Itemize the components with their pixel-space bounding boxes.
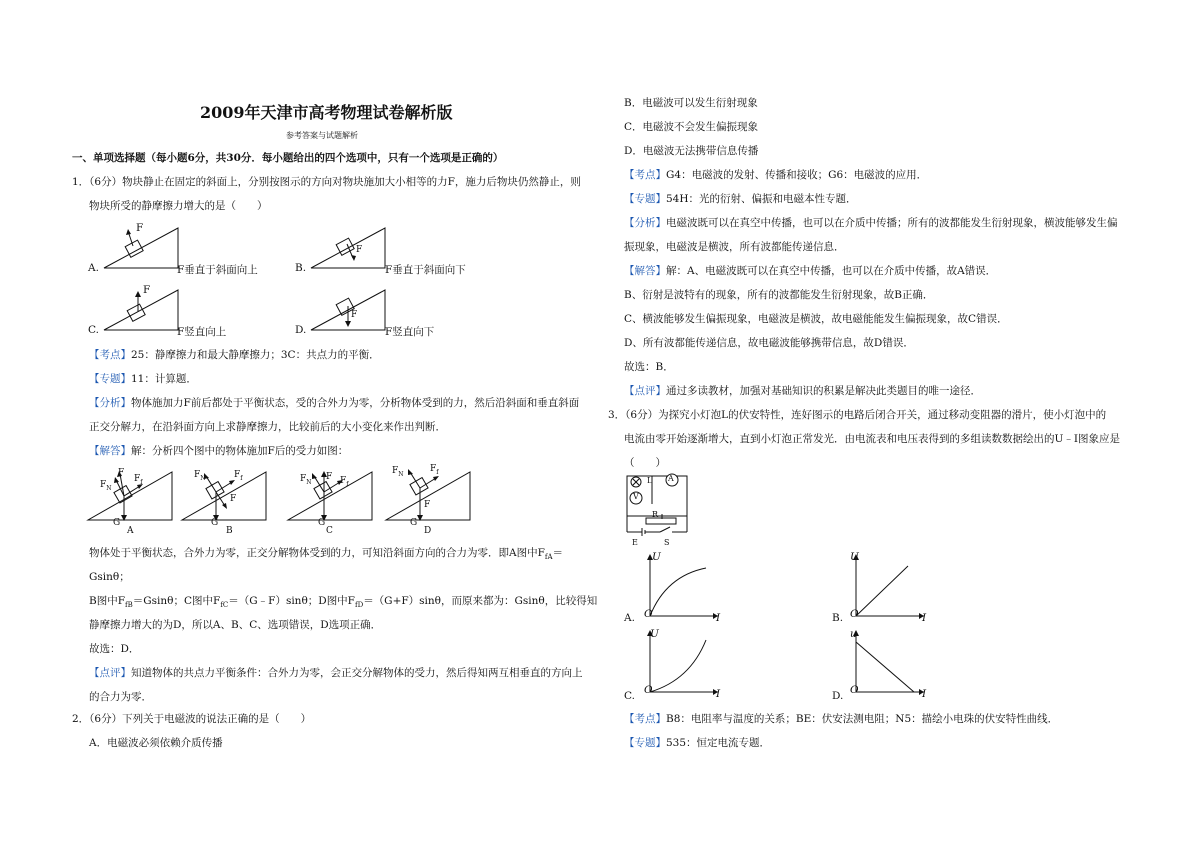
q1-dianping-line1: 【点评】知道物体的共点力平衡条件：合外力为零，会正交分解物体的受力，然后得知两互相垂直的方向上 [89, 667, 583, 679]
graph-c-axis-i: I [716, 688, 721, 700]
graph-b-origin: O [850, 608, 859, 620]
q1-option-a-text: F垂直于斜面向上 [177, 264, 258, 276]
fn-label-a: $F_N$ [100, 480, 112, 492]
q2-zhuanti: 【专题】54H：光的衍射、偏振和电磁本性专题． [624, 193, 857, 205]
circuit-label-a: A [668, 474, 674, 483]
q3-stem-line1: 3．（6分）为探究小灯泡L的伏安特性，连好图示的电路后闭合开关，通过移动变阻器的滑片，使小灯泡中的 [608, 409, 1107, 421]
f-label-b: F [230, 494, 237, 504]
circuit-label-e: E [632, 538, 638, 547]
diagram-label-d: D [424, 526, 432, 536]
q3-kaodian: 【考点】B8：电阻率与温度的关系；BE：伏安法测电阻；N5：描绘小电珠的伏安特性曲线． [624, 713, 1059, 725]
q1-kaodian [89, 348, 380, 362]
f-label-d: F [424, 500, 431, 510]
page-title: 2009年天津市高考物理试卷解析版 [200, 103, 453, 122]
q1-answer-line3: B图中$F_{fB}=Gsin\theta$；C图中$F_{fC}=(G﹣F)\sin\theta$；D图中$F_{fD}=(G+F)\sin\theta$，而原来都为：Gsinθ，比较得知 [89, 595, 598, 610]
q1-answer-line1: 物体处于平衡状态，合外力为零，正交分解物体受到的力，可知沿斜面方向的合力为零．即A图中$F_{fA}=$ [89, 547, 564, 562]
q2-jieda-line4: D、所有波都能传递信息，故电磁波能够携带信息，故D错误． [624, 337, 914, 349]
graph-d-origin: O [850, 684, 859, 696]
q2-jieda-line3: C、横波能够发生偏振现象，电磁波是横波，故电磁能能发生偏振现象，故C错误． [624, 313, 1008, 325]
graph-b-axis-u: U [850, 551, 859, 563]
q3-zhuanti: 【专题】535：恒定电流专题． [624, 737, 771, 749]
q2-kaodian: 【考点】G4：电磁波的发射、传播和接收；G6：电磁波的应用． [624, 169, 928, 181]
q2-option-c: C．电磁波不会发生偏振现象 [624, 121, 759, 133]
q1-jieda-text: 解：分析四个图中的物体施加F后的受力如图： [131, 445, 349, 457]
section-heading: 一、单项选择题（每小题6分，共30分．每小题给出的四个选项中，只有一个选项是正确的） [72, 152, 504, 164]
q1-option-a-label: A. [88, 262, 99, 274]
q2-option-a: A．电磁波必须依赖介质传播 [89, 737, 223, 749]
graph-d-axis-u: u [850, 628, 857, 640]
q2-answer-choice: 故选：B． [624, 361, 674, 373]
q1-fenxi-line1 [89, 396, 579, 410]
q1-answer-line2: Gsinθ； [89, 571, 130, 583]
q2-option-d: D．电磁波无法携带信息传播 [624, 145, 759, 157]
q1-answer-choice: 故选：D． [89, 643, 140, 655]
graph-a-axis-u: U [652, 551, 661, 563]
q1-option-d-text: F竖直向下 [385, 326, 435, 338]
force-diagram-a [88, 471, 172, 521]
q1-zhuanti-tag: 【专题】 [89, 373, 131, 385]
diagram-label-a: A [127, 526, 134, 536]
q1-option-b-text: F垂直于斜面向下 [385, 264, 466, 276]
graph-c-origin: O [644, 684, 653, 696]
f-label-a: F [118, 468, 125, 478]
q2-stem: 2．（6分）下列关于电磁波的说法正确的是（ ） [72, 713, 312, 725]
circuit-label-v: V [633, 492, 639, 501]
graph-b-axis-i: I [922, 612, 927, 624]
circuit-label-l: L [647, 476, 653, 485]
circuit-label-r: R [652, 510, 659, 519]
ff-label-c: $F_f$ [340, 476, 349, 488]
fn-label-d: $F_N$ [392, 466, 404, 478]
q2-fenxi-line2: 振现象，电磁波是横波，所有波都能传递信息． [624, 241, 845, 253]
g-label-d: G [410, 518, 418, 528]
q2-jieda-line2: B、衍射是波特有的现象，所有的波都能发生衍射现象，故B正确． [624, 289, 934, 301]
q1-dianping-tag: 【点评】 [89, 667, 131, 679]
q1-option-c-text: F竖直向上 [177, 326, 227, 338]
q1-fenxi-line2: 正交分解力，在沿斜面方向上求静摩擦力，比较前后的大小变化来作出判断． [89, 421, 446, 433]
q1-kaodian-text: 25：静摩擦力和最大静摩擦力；3C：共点力的平衡． [131, 349, 380, 361]
q1-jieda-line1 [89, 444, 348, 458]
q1-dianping-line2: 的合力为零． [89, 691, 152, 703]
q1-option-d-label: D. [295, 324, 307, 336]
diagram-label-b: B [226, 526, 233, 536]
q1-stem-line2: 物块所受的静摩擦力增大的是（ ） [89, 200, 268, 212]
q1-b-force-label: F [356, 245, 363, 255]
ff-label-b: $F_f$ [234, 470, 243, 482]
q1-stem-line1: 1．（6分）物块静止在固定的斜面上，分别按图示的方向对物块施加大小相等的力F，施力后物块仍然静止，则 [72, 176, 581, 188]
q2-option-b: B．电磁波可以发生衍射现象 [624, 97, 758, 109]
q1-figure-b [307, 222, 389, 272]
q1-zhuanti [89, 372, 197, 386]
q2-jieda-line1: 【解答】解：A、电磁波既可以在真空中传播，也可以在介质中传播，故A错误． [624, 265, 997, 277]
graph-d-axis-i: I [922, 688, 927, 700]
q1-d-force-label: F [351, 310, 358, 320]
circuit-label-s: S [664, 538, 670, 547]
ff-label-a: $F_f$ [134, 474, 143, 486]
q1-c-force-label: F [143, 284, 151, 296]
q1-a-force-label: F [136, 222, 144, 234]
diagram-label-c: C [326, 526, 333, 536]
f-label-c: F [326, 472, 333, 482]
q1-fenxi-text1: 物体施加力F前后都处于平衡状态，受的合外力为零，分析物体受到的力，然后沿斜面和垂直斜面 [131, 397, 580, 409]
q1-zhuanti-text: 11：计算题． [131, 373, 197, 385]
q3-stem-line2: 电流由零开始逐渐增大，直到小灯泡正常发光．由电流表和电压表得到的多组读数数据绘出的U﹣I图象应是 [624, 433, 1120, 445]
q1-option-b-label: B. [295, 262, 307, 274]
graph-option-b: B. [832, 612, 844, 624]
ff-label-d: $F_f$ [430, 464, 439, 476]
graph-option-c: C. [624, 690, 635, 702]
q1-answer-line4: 静摩擦力增大的为D，所以A、B、C、选项错误，D选项正确． [89, 619, 382, 631]
graph-c-axis-u: U [650, 628, 659, 640]
graph-a-axis-i: I [716, 612, 721, 624]
graph-a-origin: O [644, 608, 653, 620]
q1-fenxi-tag: 【分析】 [89, 397, 131, 409]
fn-label-b: $F_N$ [194, 470, 206, 482]
q1-kaodian-tag: 【考点】 [89, 349, 131, 361]
q3-stem-line3: （ ） [624, 457, 666, 469]
fn-label-c: $F_N$ [300, 474, 312, 486]
graph-option-a: A. [624, 612, 635, 624]
q1-figure-d [307, 284, 389, 334]
q1-jieda-tag: 【解答】 [89, 445, 131, 457]
g-label-a: G [113, 518, 121, 528]
g-label-c: G [318, 518, 326, 528]
q1-figure-c [100, 284, 182, 334]
q2-dianping: 【点评】通过多读教材，加强对基础知识的积累是解决此类题目的唯一途径． [624, 385, 981, 397]
page-subtitle: 参考答案与试题解析 [286, 131, 358, 140]
g-label-b: G [211, 518, 219, 528]
q2-fenxi-line1: 【分析】电磁波既可以在真空中传播，也可以在介质中传播；所有的波都能发生衍射现象，横波能够发生偏 [624, 217, 1118, 229]
q1-option-c-label: C. [88, 324, 99, 336]
graph-option-d: D. [832, 690, 844, 702]
